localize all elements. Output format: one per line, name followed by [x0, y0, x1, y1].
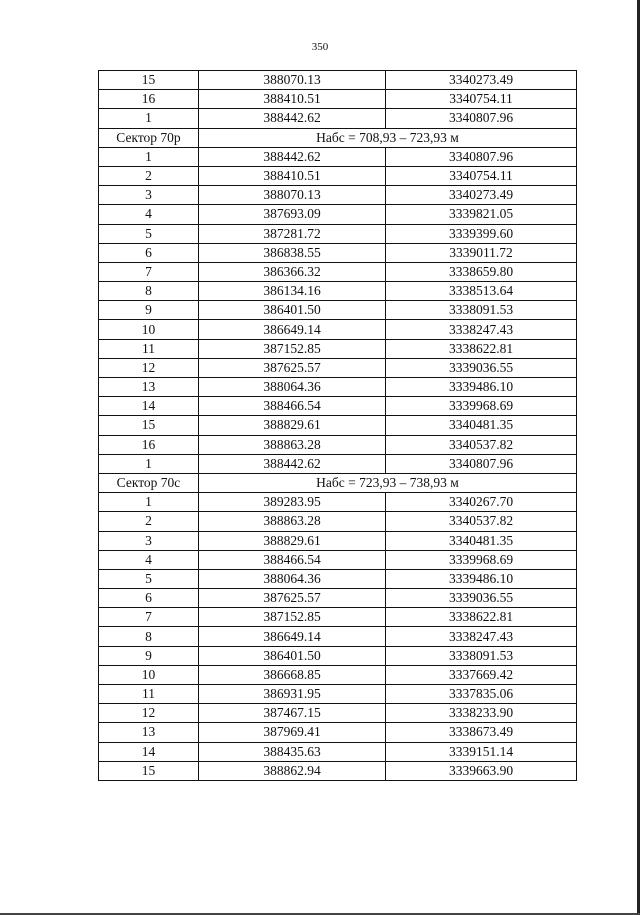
point-number-cell: 1	[99, 454, 199, 473]
y-coordinate-cell: 3339968.69	[386, 397, 577, 416]
x-coordinate-cell: 387969.41	[199, 723, 386, 742]
point-number-cell: 10	[99, 665, 199, 684]
table-row	[99, 454, 577, 473]
table-row	[99, 378, 577, 397]
y-coordinate-cell: 3340267.70	[386, 493, 577, 512]
point-number-cell: 12	[99, 704, 199, 723]
point-number-cell: 1	[99, 147, 199, 166]
page-number: 350	[311, 41, 329, 53]
table-row	[99, 627, 577, 646]
x-coordinate-cell: 386649.14	[199, 627, 386, 646]
x-coordinate-cell: 386668.85	[199, 665, 386, 684]
table-row	[99, 531, 577, 550]
x-coordinate-cell: 388070.13	[199, 71, 386, 90]
point-number-cell: 13	[99, 378, 199, 397]
table-row	[99, 186, 577, 205]
table-row	[99, 397, 577, 416]
x-coordinate-cell: 387693.09	[199, 205, 386, 224]
x-coordinate-cell: 388064.36	[199, 378, 386, 397]
table-row	[99, 243, 577, 262]
y-coordinate-cell: 3339011.72	[386, 243, 577, 262]
x-coordinate-cell: 388442.62	[199, 109, 386, 128]
table-row	[99, 742, 577, 761]
x-coordinate-cell: 388862.94	[199, 761, 386, 780]
point-number-cell: 2	[99, 166, 199, 185]
table-row	[99, 282, 577, 301]
x-coordinate-cell: 388442.62	[199, 454, 386, 473]
table-row	[99, 416, 577, 435]
x-coordinate-cell: 388442.62	[199, 147, 386, 166]
y-coordinate-cell: 3338247.43	[386, 627, 577, 646]
x-coordinate-cell: 388829.61	[199, 531, 386, 550]
table-row	[99, 320, 577, 339]
y-coordinate-cell: 3340807.96	[386, 454, 577, 473]
coordinates-table	[98, 70, 577, 781]
sector-name-cell: Сектор 70с	[99, 473, 199, 492]
table-row	[99, 665, 577, 684]
y-coordinate-cell: 3339821.05	[386, 205, 577, 224]
table-row	[99, 109, 577, 128]
table-row	[99, 493, 577, 512]
table-row	[99, 224, 577, 243]
point-number-cell: 1	[99, 493, 199, 512]
sector-height-range-cell: Набс = 723,93 – 738,93 м	[199, 473, 577, 492]
x-coordinate-cell: 387625.57	[199, 589, 386, 608]
table-row	[99, 301, 577, 320]
sector-height-range-cell: Набс = 708,93 – 723,93 м	[199, 128, 577, 147]
point-number-cell: 9	[99, 646, 199, 665]
point-number-cell: 4	[99, 205, 199, 224]
x-coordinate-cell: 387625.57	[199, 358, 386, 377]
y-coordinate-cell: 3337835.06	[386, 685, 577, 704]
x-coordinate-cell: 388863.28	[199, 512, 386, 531]
point-number-cell: 10	[99, 320, 199, 339]
x-coordinate-cell: 388410.51	[199, 90, 386, 109]
y-coordinate-cell: 3339486.10	[386, 569, 577, 588]
point-number-cell: 9	[99, 301, 199, 320]
table-row	[99, 608, 577, 627]
point-number-cell: 5	[99, 224, 199, 243]
table-row	[99, 71, 577, 90]
sector-header-row	[99, 128, 577, 147]
y-coordinate-cell: 3340273.49	[386, 71, 577, 90]
y-coordinate-cell: 3340481.35	[386, 416, 577, 435]
x-coordinate-cell: 386838.55	[199, 243, 386, 262]
y-coordinate-cell: 3340481.35	[386, 531, 577, 550]
point-number-cell: 3	[99, 531, 199, 550]
point-number-cell: 3	[99, 186, 199, 205]
y-coordinate-cell: 3338513.64	[386, 282, 577, 301]
point-number-cell: 12	[99, 358, 199, 377]
table-row	[99, 550, 577, 569]
point-number-cell: 16	[99, 90, 199, 109]
y-coordinate-cell: 3339968.69	[386, 550, 577, 569]
table-row	[99, 512, 577, 531]
point-number-cell: 16	[99, 435, 199, 454]
x-coordinate-cell: 387152.85	[199, 339, 386, 358]
x-coordinate-cell: 386401.50	[199, 646, 386, 665]
point-number-cell: 15	[99, 71, 199, 90]
y-coordinate-cell: 3339399.60	[386, 224, 577, 243]
table-row	[99, 761, 577, 780]
y-coordinate-cell: 3337669.42	[386, 665, 577, 684]
x-coordinate-cell: 388070.13	[199, 186, 386, 205]
y-coordinate-cell: 3338233.90	[386, 704, 577, 723]
point-number-cell: 14	[99, 742, 199, 761]
point-number-cell: 14	[99, 397, 199, 416]
y-coordinate-cell: 3338659.80	[386, 262, 577, 281]
y-coordinate-cell: 3339036.55	[386, 589, 577, 608]
point-number-cell: 11	[99, 685, 199, 704]
table-row	[99, 723, 577, 742]
sector-name-cell: Сектор 70р	[99, 128, 199, 147]
y-coordinate-cell: 3338673.49	[386, 723, 577, 742]
y-coordinate-cell: 3338622.81	[386, 339, 577, 358]
point-number-cell: 1	[99, 109, 199, 128]
x-coordinate-cell: 388410.51	[199, 166, 386, 185]
table-row	[99, 358, 577, 377]
table-row	[99, 685, 577, 704]
x-coordinate-cell: 388466.54	[199, 550, 386, 569]
x-coordinate-cell: 388863.28	[199, 435, 386, 454]
y-coordinate-cell: 3340537.82	[386, 512, 577, 531]
table-row	[99, 147, 577, 166]
y-coordinate-cell: 3339486.10	[386, 378, 577, 397]
y-coordinate-cell: 3338247.43	[386, 320, 577, 339]
y-coordinate-cell: 3340807.96	[386, 147, 577, 166]
point-number-cell: 11	[99, 339, 199, 358]
x-coordinate-cell: 386401.50	[199, 301, 386, 320]
table-row	[99, 589, 577, 608]
y-coordinate-cell: 3338091.53	[386, 646, 577, 665]
y-coordinate-cell: 3340754.11	[386, 166, 577, 185]
table-row	[99, 646, 577, 665]
x-coordinate-cell: 388064.36	[199, 569, 386, 588]
point-number-cell: 7	[99, 262, 199, 281]
point-number-cell: 6	[99, 243, 199, 262]
x-coordinate-cell: 388435.63	[199, 742, 386, 761]
sector-header-row	[99, 473, 577, 492]
y-coordinate-cell: 3339151.14	[386, 742, 577, 761]
y-coordinate-cell: 3338622.81	[386, 608, 577, 627]
x-coordinate-cell: 386931.95	[199, 685, 386, 704]
table-row	[99, 205, 577, 224]
point-number-cell: 13	[99, 723, 199, 742]
point-number-cell: 6	[99, 589, 199, 608]
y-coordinate-cell: 3338091.53	[386, 301, 577, 320]
table-row	[99, 704, 577, 723]
x-coordinate-cell: 389283.95	[199, 493, 386, 512]
point-number-cell: 8	[99, 282, 199, 301]
x-coordinate-cell: 388466.54	[199, 397, 386, 416]
table-row	[99, 339, 577, 358]
x-coordinate-cell: 388829.61	[199, 416, 386, 435]
point-number-cell: 2	[99, 512, 199, 531]
coordinates-table-body	[99, 71, 577, 781]
y-coordinate-cell: 3340807.96	[386, 109, 577, 128]
point-number-cell: 5	[99, 569, 199, 588]
table-row	[99, 569, 577, 588]
y-coordinate-cell: 3339036.55	[386, 358, 577, 377]
x-coordinate-cell: 386134.16	[199, 282, 386, 301]
table-row	[99, 166, 577, 185]
x-coordinate-cell: 387152.85	[199, 608, 386, 627]
y-coordinate-cell: 3339663.90	[386, 761, 577, 780]
x-coordinate-cell: 386649.14	[199, 320, 386, 339]
x-coordinate-cell: 386366.32	[199, 262, 386, 281]
y-coordinate-cell: 3340754.11	[386, 90, 577, 109]
table-row	[99, 262, 577, 281]
y-coordinate-cell: 3340273.49	[386, 186, 577, 205]
point-number-cell: 8	[99, 627, 199, 646]
point-number-cell: 15	[99, 416, 199, 435]
point-number-cell: 15	[99, 761, 199, 780]
point-number-cell: 7	[99, 608, 199, 627]
x-coordinate-cell: 387467.15	[199, 704, 386, 723]
point-number-cell: 4	[99, 550, 199, 569]
table-row	[99, 90, 577, 109]
table-row	[99, 435, 577, 454]
y-coordinate-cell: 3340537.82	[386, 435, 577, 454]
x-coordinate-cell: 387281.72	[199, 224, 386, 243]
